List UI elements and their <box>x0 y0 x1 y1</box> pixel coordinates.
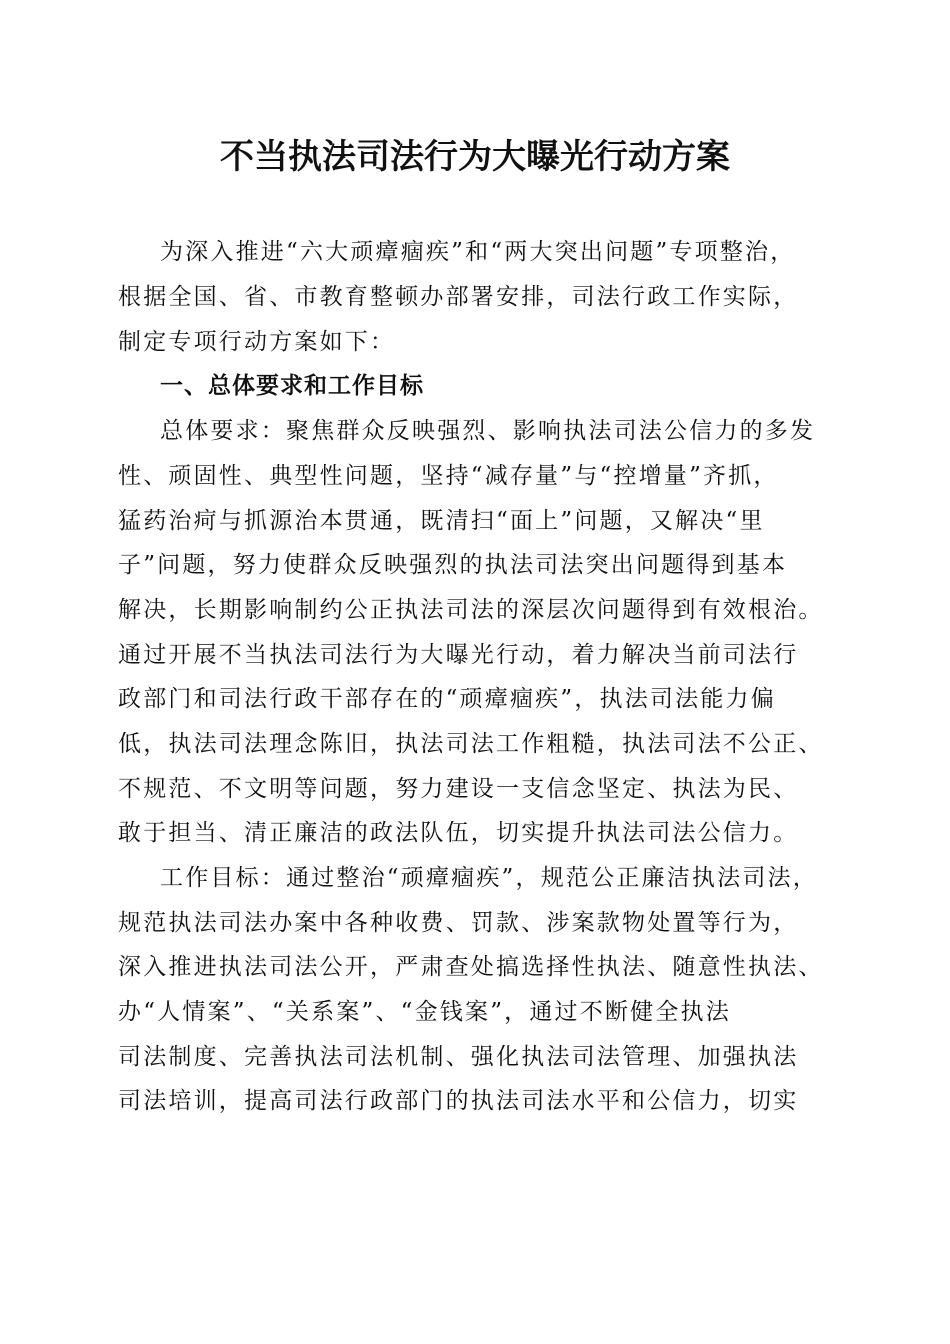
body-line: 低，执法司法理念陈旧，执法司法工作粗糙，执法司法不公正、 <box>118 731 824 757</box>
body-line: 总体要求：聚焦群众反映强烈、影响执法司法公信力的多发 <box>160 418 816 444</box>
body-line: 子”问题，努力使群众反映强烈的执法司法突出问题得到基本 <box>118 552 788 578</box>
body-line: 不规范、不文明等问题，努力建设一支信念坚定、执法为民、 <box>118 776 799 802</box>
intro-line-3: 制定专项行动方案如下： <box>118 329 396 355</box>
body-line: 解决，长期影响制约公正执法司法的深层次问题得到有效根治。 <box>118 597 824 623</box>
body-line: 办“人情案”、“关系案”、“金钱案”，通过不断健全执法 <box>118 999 731 1025</box>
body-line: 司法培训，提高司法行政部门的执法司法水平和公信力，切实 <box>118 1088 799 1114</box>
intro-line-2: 根据全国、省、市教育整顿办部署安排，司法行政工作实际， <box>118 284 799 310</box>
body-line: 规范执法司法办案中各种收费、罚款、涉案款物处置等行为， <box>118 910 799 936</box>
body-line: 政部门和司法行政干部存在的“顽瘴痼疾”，执法司法能力偏 <box>118 686 776 712</box>
body-line: 工作目标：通过整治“顽瘴痼疾”，规范公正廉洁执法司法， <box>160 865 818 891</box>
body-line: 深入推进执法司法公开，严肃查处搞选择性执法、随意性执法、 <box>118 954 824 980</box>
document-title: 不当执法司法行为大曝光行动方案 <box>220 137 730 177</box>
body-line: 敢于担当、清正廉洁的政法队伍，切实提升执法司法公信力。 <box>118 820 799 846</box>
body-line: 性、顽固性、典型性问题，坚持“减存量”与“控增量”齐抓， <box>118 463 779 489</box>
body-line: 司法制度、完善执法司法机制、强化执法司法管理、加强执法 <box>118 1044 799 1070</box>
intro-line-1: 为深入推进“六大顽瘴痼疾”和“两大突出问题”专项整治， <box>160 239 796 265</box>
body-line: 猛药治疴与抓源治本贯通，既清扫“面上”问题，又解决“里 <box>118 508 765 534</box>
body-line: 通过开展不当执法司法行为大曝光行动，着力解决当前司法行 <box>118 642 799 668</box>
section-heading: 一、总体要求和工作目标 <box>160 373 424 399</box>
